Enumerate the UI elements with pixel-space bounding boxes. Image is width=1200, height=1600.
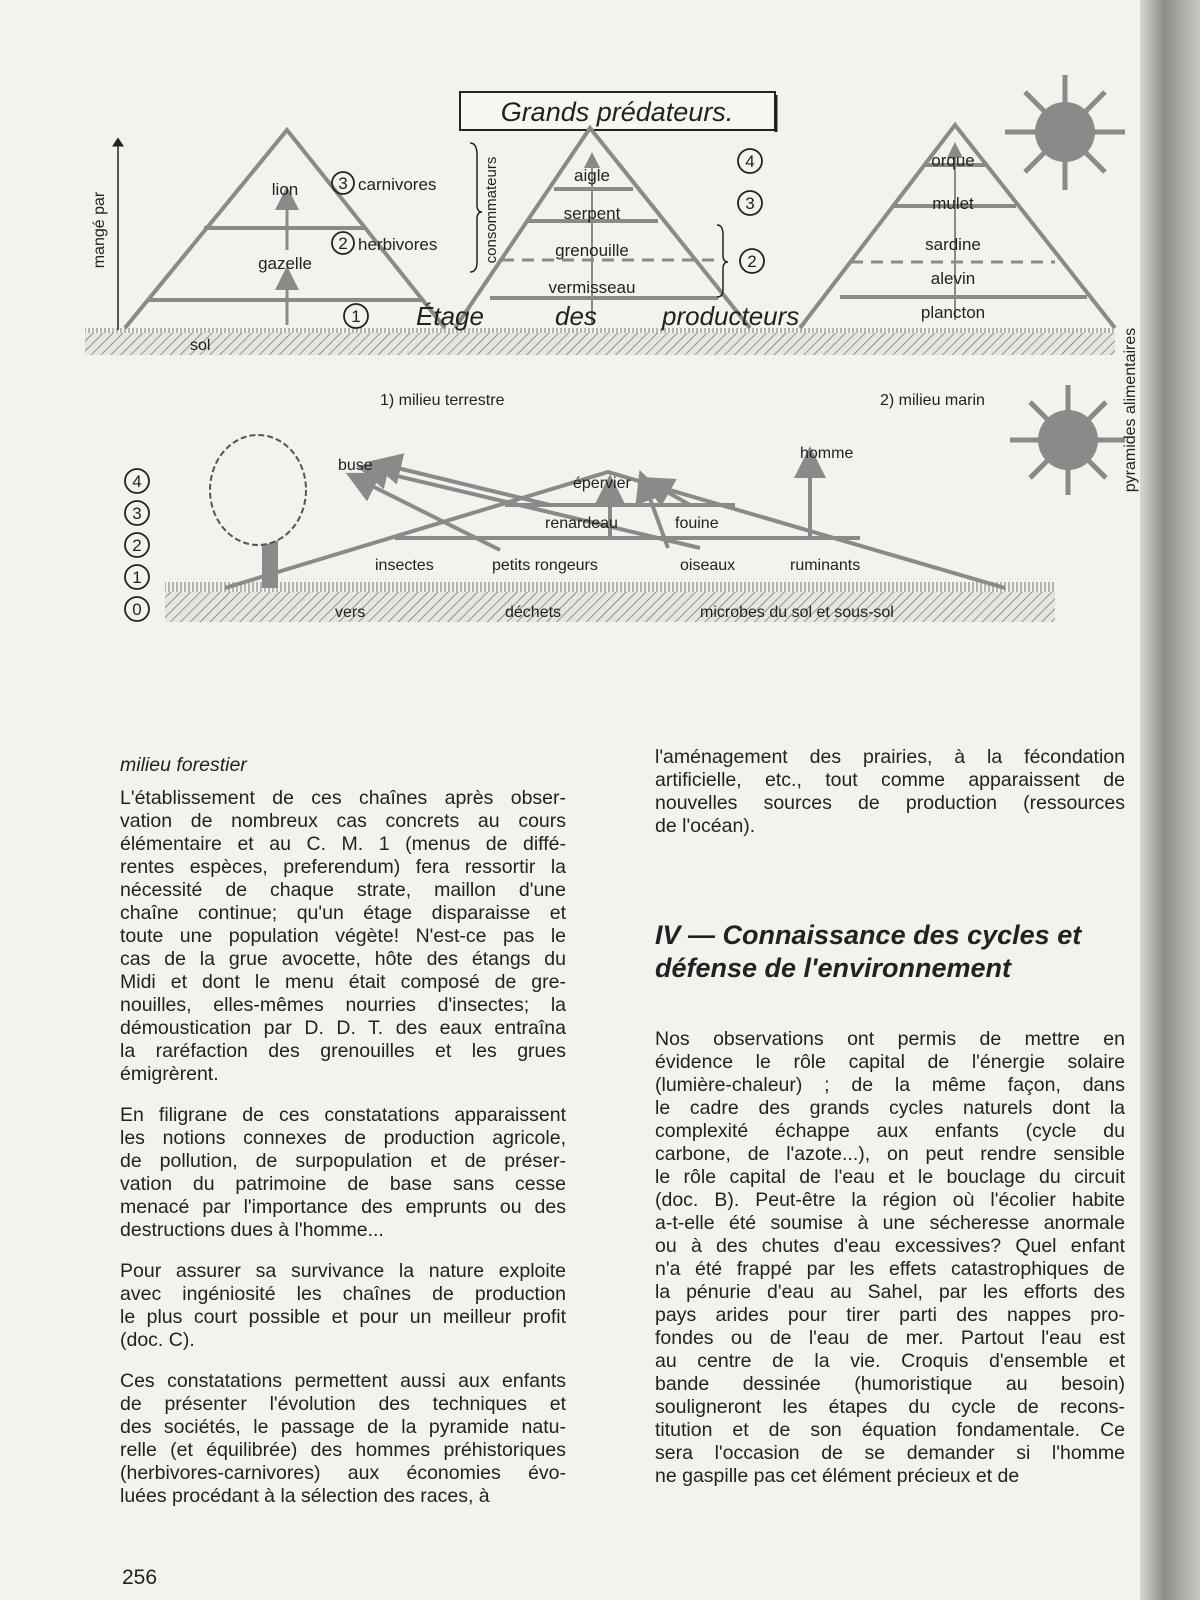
text-line: Midi et dont le menu était composé de gre- [120,971,566,993]
text-line: de présenter l'évolution des techniques et [120,1393,566,1415]
text-line: ou à des chutes d'eau excessives? Quel enfant [655,1235,1125,1257]
svg-text:des: des [555,301,597,331]
svg-text:3: 3 [338,174,348,193]
svg-text:fouine: fouine [675,515,719,532]
svg-text:petits rongeurs: petits rongeurs [492,557,598,574]
text-line: les notions connexes de production agricole, [120,1127,566,1149]
text-line: élémentaire et au C. M. 1 (menus de diffé- [120,833,566,855]
svg-text:renardeau: renardeau [545,515,618,532]
svg-text:insectes: insectes [375,557,434,574]
svg-text:4: 4 [132,472,142,491]
paragraph [655,1028,1125,1488]
right-column [655,746,1125,1506]
text-line: luées procédant à la sélection des races, à [120,1485,490,1507]
tree-icon [210,435,306,588]
text-line: En filigrane de ces constatations apparaissent [120,1104,566,1126]
text-line: souligneront les étapes du cycle de recons- [655,1396,1125,1418]
paragraph [120,1260,566,1352]
text-line: (doc. C). [120,1329,195,1351]
text-line: (lumière-chaleur) ; de la même façon, dans [655,1074,1125,1096]
label-lion: lion [271,180,299,199]
paragraph [655,746,1125,838]
text-line: nouilles, elles-mêmes nourries d'insectes; la [120,994,566,1016]
banner-title: Grands prédateurs. [500,97,734,127]
caption-marin: 2) milieu marin [880,392,985,409]
text-line: artificielle, etc., tout comme apparaissent de [655,769,1125,791]
svg-text:orque: orque [931,151,975,170]
text-line: bande dessinée (humoristique au besoin) [655,1373,1125,1395]
svg-text:buse: buse [338,457,373,474]
svg-text:homme: homme [800,445,854,462]
figure-caption: milieu forestier [120,754,247,776]
text-line: Ces constatations permettent aussi aux enfants [120,1370,566,1392]
text-line: relle (et équilibrée) des hommes préhistoriques [120,1439,566,1461]
svg-text:microbes du sol et sous-sol: microbes du sol et sous-sol [700,604,894,621]
text-line: sera l'occasion de se demander si l'homme [655,1442,1125,1464]
label-gazelle: gazelle [258,254,312,273]
text-line: (herbivores-carnivores) aux économies évo- [120,1462,566,1484]
svg-text:grenouille: grenouille [555,241,629,260]
text-line: Nos observations ont permis de mettre en [655,1028,1125,1050]
text-line: démoustication par D. D. T. des eaux entraîna [120,1017,566,1039]
text-line: le cadre des grands cycles naturels dont la [655,1097,1125,1119]
svg-text:producteurs: producteurs [662,301,800,331]
side-label: pyramides alimentaires [1122,327,1139,493]
food-pyramids-diagram [0,0,1200,650]
producers-label [416,301,799,331]
freshwater-level-numbers [738,149,764,273]
consumers-brace [470,143,482,272]
text-line: pays arides pour tirer parti des nappes pro- [655,1304,1125,1326]
ground-hatch [85,333,1115,355]
text-line: le plus court possible et pour un meilleur profit [120,1306,566,1328]
text-line: vation de nombreux cas concrets au cours [120,810,566,832]
text-line: toute une population végète! N'est-ce pas le [120,925,566,947]
svg-text:2: 2 [132,536,142,555]
pyramid-terrestre [125,130,445,328]
svg-text:2: 2 [338,234,348,253]
svg-text:alevin: alevin [930,269,976,288]
text-line: ne gaspille pas cet élément précieux et de [655,1465,1020,1487]
svg-text:3: 3 [745,194,755,213]
text-line: le rôle capital de l'eau et le bouclage du circuit [655,1166,1125,1188]
text-line: cas de la grue avocette, hôte des étangs du [120,948,566,970]
svg-text:vermisseau: vermisseau [548,278,636,297]
svg-text:aigle: aigle [574,166,610,185]
text-line: la pénurie d'eau au Sahel, par les efforts des [655,1281,1125,1303]
text-line: la raréfaction des grenouilles et les grues [120,1040,566,1062]
text-line: nouvelles sources de production (ressources [655,792,1125,814]
text-line: chaîne continue; qu'un étage disparaisse et [120,902,566,924]
text-line: Pour assurer sa survivance la nature exploite [120,1260,566,1282]
label-herbivores: herbivores [358,235,438,254]
svg-text:4: 4 [745,152,755,171]
svg-text:oiseaux: oiseaux [680,557,736,574]
text-line: des sociétés, le passage de la pyramide natu- [120,1416,566,1438]
text-line: au centre de la vie. Croquis d'ensemble et [655,1350,1125,1372]
text-line: nécessité de chaque strate, maillon d'une [120,879,566,901]
svg-text:3: 3 [132,504,142,523]
text-line: évidence le rôle capital de l'énergie solaire [655,1051,1125,1073]
left-column [120,754,566,1526]
paragraph [120,1104,566,1242]
heading-line: IV — Connaissance des cycles et [655,920,1082,950]
svg-text:ruminants: ruminants [790,557,861,574]
svg-text:1: 1 [132,568,142,587]
heading-line: défense de l'environnement [655,953,1012,983]
text-line: (doc. B). Peut-être la région où l'écolier habite [655,1189,1125,1211]
sun-icon [1010,385,1125,495]
svg-text:0: 0 [132,600,142,619]
svg-text:serpent: serpent [563,204,621,223]
svg-text:épervier: épervier [573,475,631,492]
svg-text:2: 2 [747,252,757,271]
y-axis-label: mangé par [91,191,108,269]
svg-text:sardine: sardine [925,235,981,254]
caption-terrestre: 1) milieu terrestre [380,392,505,409]
consumers-label: consommateurs [483,156,500,264]
text-line: émigrèrent. [120,1063,219,1085]
svg-text:vers: vers [335,604,366,621]
svg-text:plancton: plancton [920,303,986,322]
text-line: l'aménagement des prairies, à la fécondation [655,746,1125,768]
text-line: destructions dues à l'homme... [120,1219,384,1241]
page-number: 256 [122,1566,158,1589]
text-line: de pollution, de surpopulation et de préser- [120,1150,566,1172]
ground-label: sol [190,337,211,354]
text-line: rentes espèces, preferendum) fera ressortir la [120,856,566,878]
text-line: vation du patrimoine de base sans cesse [120,1173,566,1195]
text-line: carbone, de l'azote...), on peut rendre sensible [655,1143,1125,1165]
svg-text:mulet: mulet [932,194,974,213]
forest-ground [165,592,1055,622]
label-carnivores: carnivores [358,175,437,194]
sun-icon [1005,75,1125,190]
text-line: de l'océan). [655,815,756,837]
text-line: titution et de son équation fondamentale. Ce [655,1419,1125,1441]
text-line: n'a été frappé par les effets catastrophiques de [655,1258,1125,1280]
forest-levels [125,469,149,621]
svg-text:1: 1 [351,307,361,326]
svg-text:déchets: déchets [505,604,562,621]
text-line: a-t-elle été soumise à une sécheresse anormale [655,1212,1125,1234]
text-line: L'établissement de ces chaînes après obser- [120,787,566,809]
text-line: menacé par l'importance des emprunts ou des [120,1196,566,1218]
text-line: avec ingéniosité les chaînes de production [120,1283,566,1305]
text-line: fondes ou de l'eau de mer. Partout l'eau est [655,1327,1125,1349]
section-heading [655,919,1125,985]
text-line: complexité échappe aux enfants (cycle du [655,1120,1125,1142]
paragraph [120,787,566,1086]
paragraph [120,1370,566,1508]
svg-text:Étage: Étage [416,301,484,331]
